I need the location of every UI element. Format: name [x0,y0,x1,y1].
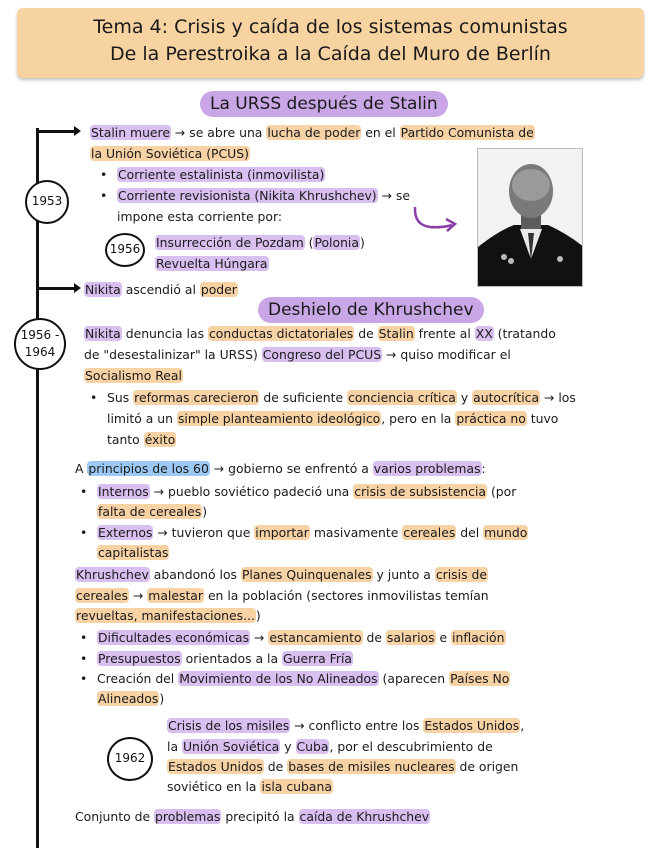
bullet-estalinista: • Corriente estalinista (inmovilista) [100,167,325,182]
title-line-2: De la Perestroika a la Caída del Muro de Berlín [110,43,551,65]
year-badge-1956: 1956 [105,233,145,267]
revisionista-cont: impone esta corriente por: [117,209,283,224]
deshielo-line-3: Socialismo Real [85,368,182,383]
bullet-reformas: • Sus reformas carecieron de suficiente conciencia crítica y autocrítica → los [90,390,576,405]
timeline-line [36,128,39,848]
year-start: 1956 - [20,328,60,342]
stalin-line-1: Stalin muere → se abre una lucha de poder en el Partido Comunista de [91,125,534,140]
misiles-line-4: soviético en la isla cubana [167,779,332,794]
planes-line-3: revueltas, manifestaciones...) [76,608,261,623]
stalin-line-2: la Unión Soviética (PCUS) [91,146,249,161]
reformas-cont-1: limitó a un simple planteamiento ideológico, pero en la práctica no tuvo [107,411,559,426]
bullet-internos: • Internos → pueblo soviético padeció una crisis de subsistencia (por [80,484,517,499]
section-title-deshielo: Deshielo de Khrushchev [258,297,484,323]
year-badge-1956-1964 [14,318,66,370]
bullet-revisionista: • Corriente revisionista (Nikita Khrushchev) → se [100,188,410,203]
deshielo-line-2: de "desestalinizar" la URSS) Congreso del PCUS → quiso modificar el [84,347,511,362]
misiles-line-2: la Unión Soviética y Cuba, por el descubrimiento de [167,739,493,754]
conclusion-line: Conjunto de problemas precipitó la caída de Khrushchev [75,809,430,824]
internos-cont: falta de cereales) [98,504,208,519]
revuelta-hungara: Revuelta Húngara [156,256,268,271]
reformas-cont-2: tanto éxito [107,432,176,447]
deshielo-line-1: Nikita denuncia las conductas dictatoriales de Stalin frente al XX (tratando [85,326,556,341]
timeline-arrow-1 [37,130,77,133]
externos-cont: capitalistas [98,545,169,560]
no-alineados-cont: Alineados) [98,691,165,706]
bullet-dificultades: • Dificultades económicas → estancamiento de salarios e inflación [80,630,505,645]
misiles-line-3: Estados Unidos de bases de misiles nucleares de origen [168,759,519,774]
misiles-line-1: Crisis de los misiles → conflicto entre los Estados Unidos, [168,718,525,733]
curved-arrow-icon [412,203,460,239]
year-badge-1953: 1953 [25,180,69,224]
bullet-presupuestos: • Presupuestos orientados a la Guerra Fría [80,651,352,666]
year-end: 1964 [24,345,56,359]
timeline-arrow-2 [37,287,77,290]
title-banner [17,8,644,78]
planes-line-2: cereales → malestar en la población (sectores inmovilistas temían [76,588,489,603]
section-title-urss: La URSS después de Stalin [200,91,448,117]
bullet-externos: • Externos → tuvieron que importar masivamente cereales del mundo [80,525,528,540]
khrushchev-portrait [477,148,583,287]
principios-60-line: A principios de los 60 → gobierno se enfrentó a varios problemas: [75,461,486,476]
year-badge-1962: 1962 [107,737,153,781]
bullet-no-alineados: • Creación del Movimiento de los No Alineados (aparecen Países No [80,671,510,686]
planes-line-1: Khrushchev abandonó los Planes Quinquenales y junto a crisis de [76,567,487,582]
title-line-1: Tema 4: Crisis y caída de los sistemas comunistas [93,16,568,38]
nikita-ascendio: Nikita ascendió al poder [85,282,237,297]
insurreccion-pozdam: Insurrección de Pozdam (Polonia) [156,235,365,250]
